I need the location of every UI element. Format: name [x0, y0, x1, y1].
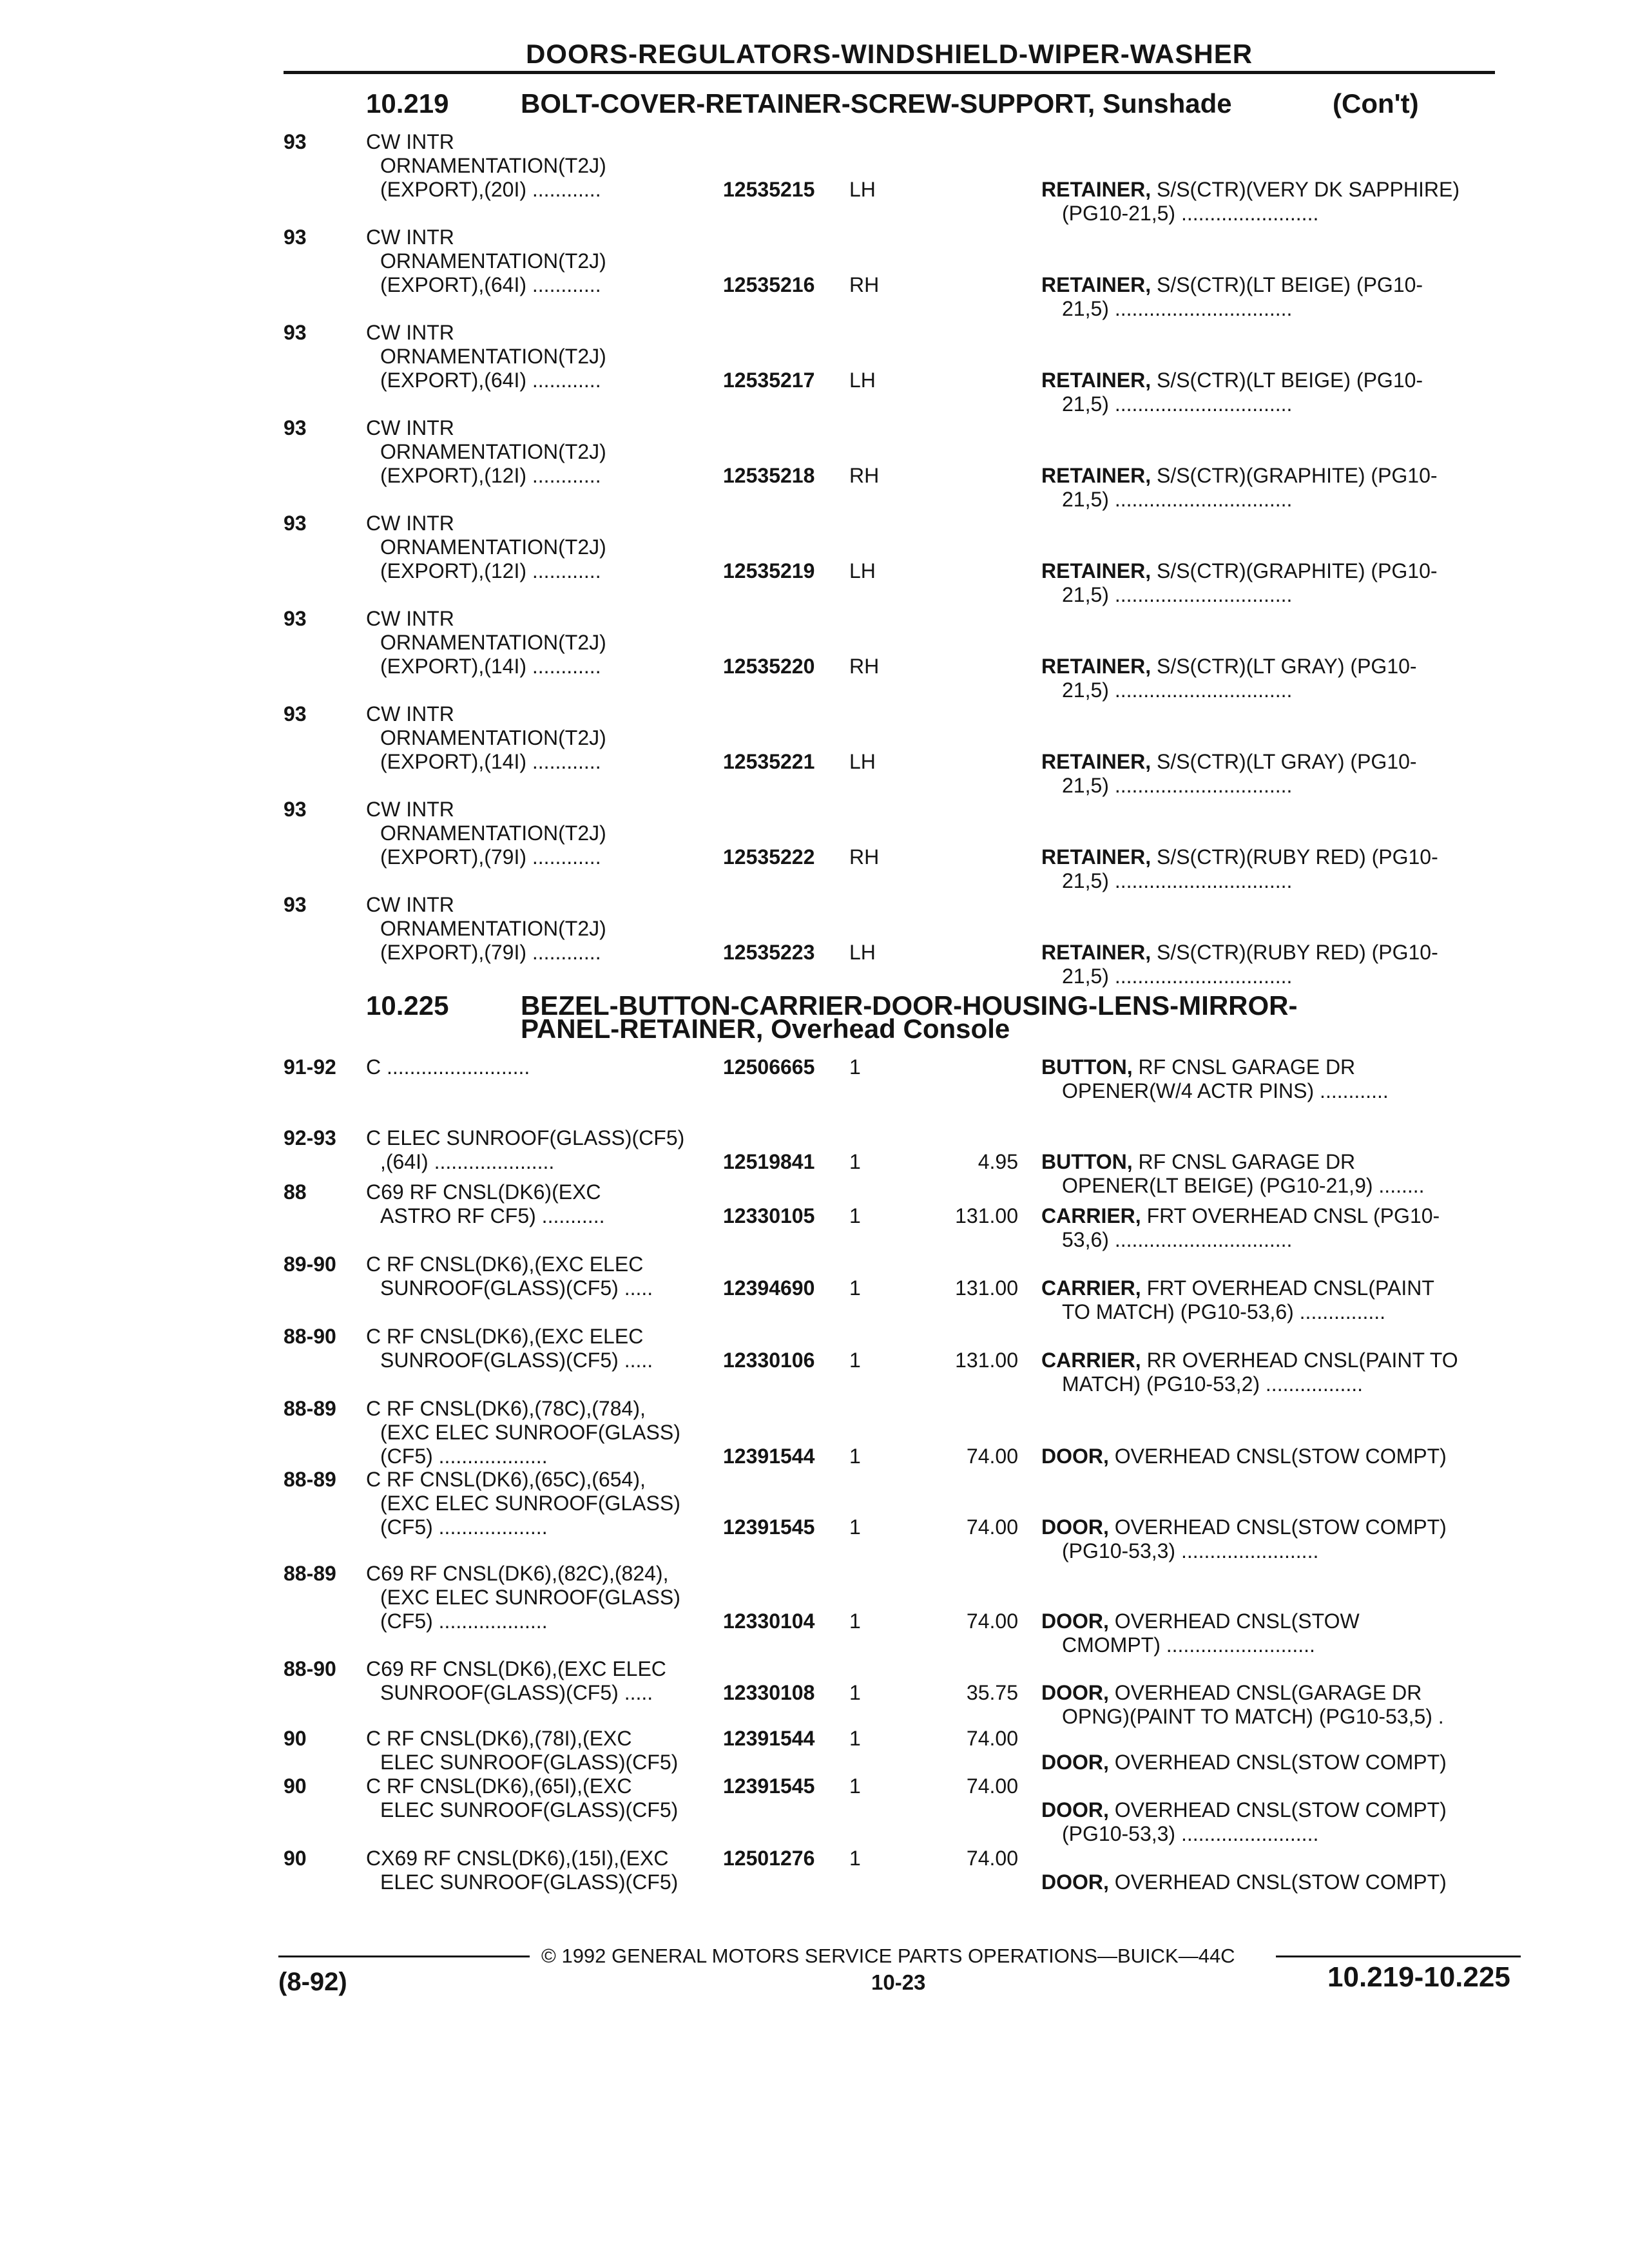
quantity: 1 [849, 1847, 861, 1870]
application-description [366, 1774, 714, 1822]
description-line: ORNAMENTATION(T2J) [380, 822, 606, 845]
description-line: C ELEC SUNROOF(GLASS)(CF5) [366, 1126, 685, 1149]
description-line: (EXPORT),(14I) ............ [380, 655, 601, 678]
part-name-detail: S/S(CTR)(RUBY RED) (PG10- [1156, 941, 1438, 964]
part-number: 12330104 [723, 1610, 815, 1633]
description-line: (EXPORT),(79I) ............ [380, 941, 601, 964]
part-name-line [1041, 464, 1505, 488]
part-name-detail: OVERHEAD CNSL(STOW [1114, 1610, 1360, 1633]
part-number: 12330106 [723, 1349, 815, 1372]
part-name [1041, 1681, 1505, 1729]
quantity: 1 [849, 1276, 861, 1300]
part-name-noun: RETAINER, [1041, 464, 1152, 487]
part-name-line [1041, 273, 1505, 297]
model-year: 93 [284, 321, 307, 344]
part-number: 12535218 [723, 464, 815, 487]
part-name-detail: RF CNSL GARAGE DR [1138, 1150, 1356, 1173]
part-number: 12535220 [723, 655, 815, 678]
quantity: RH [849, 655, 880, 678]
description-line: ORNAMENTATION(T2J) [380, 154, 606, 177]
part-name-detail: S/S(CTR)(VERY DK SAPPHIRE) [1156, 178, 1460, 201]
model-year: 91-92 [284, 1055, 336, 1079]
part-name [1041, 464, 1505, 512]
description-line: C RF CNSL(DK6),(78I),(EXC [366, 1727, 632, 1750]
part-name-line: OPENER(LT BEIGE) (PG10-21,9) ........ [1062, 1174, 1425, 1197]
part-name-noun: RETAINER, [1041, 178, 1152, 201]
price: 74.00 [966, 1515, 1018, 1539]
part-name-line: 21,5) ............................... [1062, 869, 1293, 892]
part-name-line [1041, 750, 1505, 774]
application-description [366, 1180, 714, 1228]
description-line: C RF CNSL(DK6),(EXC ELEC [366, 1325, 644, 1348]
description-line: C69 RF CNSL(DK6),(EXC ELEC [366, 1657, 666, 1680]
model-year: 88-90 [284, 1325, 336, 1348]
application-description [366, 226, 714, 297]
part-name-line: 21,5) ............................... [1062, 297, 1293, 320]
part-number: 12535215 [723, 178, 815, 201]
description-line: C RF CNSL(DK6),(65I),(EXC [366, 1774, 632, 1798]
application-description [366, 1325, 714, 1372]
application-description [366, 1657, 714, 1705]
description-line: (EXPORT),(64I) ............ [380, 369, 601, 392]
footer-date-code: (8-92) [278, 1968, 347, 1996]
description-line: CW INTR [366, 512, 454, 535]
part-number: 12391544 [723, 1727, 815, 1750]
application-description [366, 893, 714, 965]
description-line: C RF CNSL(DK6),(65C),(654), [366, 1468, 646, 1491]
part-name [1041, 273, 1505, 321]
model-year: 93 [284, 130, 307, 153]
footer-copyright: © 1992 GENERAL MOTORS SERVICE PARTS OPERATIONS—BUICK—44C [541, 1945, 1235, 1967]
quantity: 1 [849, 1445, 861, 1468]
quantity: LH [849, 178, 876, 201]
quantity: 1 [849, 1681, 861, 1704]
description-line: ELEC SUNROOF(GLASS)(CF5) [380, 1798, 679, 1821]
part-name-detail: S/S(CTR)(RUBY RED) (PG10- [1156, 845, 1438, 869]
model-year: 93 [284, 798, 307, 821]
model-year: 88-89 [284, 1397, 336, 1420]
description-line: ASTRO RF CF5) ........... [380, 1204, 605, 1227]
part-name [1041, 1610, 1505, 1657]
model-year: 88 [284, 1180, 307, 1204]
part-name-detail: RR OVERHEAD CNSL(PAINT TO [1146, 1349, 1458, 1372]
quantity: 1 [849, 1204, 861, 1227]
part-name-detail: FRT OVERHEAD CNSL(PAINT [1146, 1276, 1434, 1300]
application-description [366, 416, 714, 488]
part-name-noun: CARRIER, [1041, 1276, 1141, 1300]
part-name-detail: OVERHEAD CNSL(STOW COMPT) [1114, 1870, 1447, 1894]
part-number: 12394690 [723, 1276, 815, 1300]
description-line: CW INTR [366, 321, 454, 344]
part-name-noun: DOOR, [1041, 1515, 1109, 1539]
part-number: 12330105 [723, 1204, 815, 1227]
part-name-noun: DOOR, [1041, 1445, 1109, 1468]
part-name-noun: RETAINER, [1041, 369, 1152, 392]
model-year: 90 [284, 1727, 307, 1750]
price: 74.00 [966, 1445, 1018, 1468]
part-name-line [1041, 845, 1505, 869]
description-line: (EXPORT),(79I) ............ [380, 845, 601, 869]
part-name [1041, 845, 1505, 893]
application-description [366, 321, 714, 392]
model-year: 93 [284, 512, 307, 535]
model-year: 92-93 [284, 1126, 336, 1149]
model-year: 93 [284, 607, 307, 630]
model-year: 88-89 [284, 1468, 336, 1491]
application-description [366, 1397, 714, 1468]
description-line: CW INTR [366, 130, 454, 153]
part-name-line [1041, 1276, 1505, 1300]
description-line: CW INTR [366, 416, 454, 439]
section-title: BOLT-COVER-RETAINER-SCREW-SUPPORT, Sunshade [521, 88, 1232, 119]
model-year: 93 [284, 893, 307, 916]
part-number: 12391545 [723, 1774, 815, 1798]
description-line: C RF CNSL(DK6),(EXC ELEC [366, 1253, 644, 1276]
part-name-line [1041, 1610, 1505, 1633]
part-name-line [1041, 1751, 1505, 1774]
price: 74.00 [966, 1774, 1018, 1798]
quantity: 1 [849, 1349, 861, 1372]
part-name-noun: CARRIER, [1041, 1349, 1141, 1372]
part-name-line [1041, 1055, 1505, 1079]
application-description [366, 1468, 714, 1539]
part-name-noun: BUTTON, [1041, 1055, 1133, 1079]
part-name-noun: DOOR, [1041, 1681, 1109, 1704]
part-name-noun: DOOR, [1041, 1798, 1109, 1821]
part-name-noun: RETAINER, [1041, 941, 1152, 964]
part-number: 12535217 [723, 369, 815, 392]
footer-rule-right [1276, 1956, 1521, 1957]
part-name [1041, 1349, 1505, 1396]
model-year: 93 [284, 416, 307, 439]
section-continued: (Con't) [1333, 88, 1419, 119]
part-name-noun: CARRIER, [1041, 1204, 1141, 1227]
part-name-line: 21,5) ............................... [1062, 488, 1293, 511]
part-name-detail: S/S(CTR)(LT BEIGE) (PG10- [1156, 369, 1423, 392]
description-line: (EXC ELEC SUNROOF(GLASS) [380, 1421, 680, 1444]
part-number: 12330108 [723, 1681, 815, 1704]
quantity: LH [849, 941, 876, 964]
description-line: (EXPORT),(12I) ............ [380, 464, 601, 487]
part-name-line: 21,5) ............................... [1062, 583, 1293, 606]
part-number: 12535223 [723, 941, 815, 964]
part-name [1041, 655, 1505, 702]
part-name-noun: DOOR, [1041, 1751, 1109, 1774]
quantity: 1 [849, 1774, 861, 1798]
part-name-line: OPNG)(PAINT TO MATCH) (PG10-53,5) . [1062, 1705, 1444, 1728]
part-name-detail: OVERHEAD CNSL(STOW COMPT) [1114, 1751, 1447, 1774]
description-line: ORNAMENTATION(T2J) [380, 249, 606, 273]
description-line: CW INTR [366, 607, 454, 630]
description-line: ORNAMENTATION(T2J) [380, 535, 606, 559]
part-name-line [1041, 1681, 1505, 1705]
section-title-line-2: PANEL-RETAINER, Overhead Console [521, 1014, 1010, 1044]
description-line: C69 RF CNSL(DK6),(82C),(824), [366, 1562, 669, 1585]
part-name-line [1041, 1349, 1505, 1372]
model-year: 89-90 [284, 1253, 336, 1276]
part-name-line [1041, 1515, 1505, 1539]
model-year: 90 [284, 1774, 307, 1798]
part-name-detail: S/S(CTR)(GRAPHITE) (PG10- [1156, 559, 1438, 582]
part-name-noun: DOOR, [1041, 1870, 1109, 1894]
description-line: ELEC SUNROOF(GLASS)(CF5) [380, 1751, 679, 1774]
description-line: SUNROOF(GLASS)(CF5) ..... [380, 1349, 653, 1372]
quantity: 1 [849, 1727, 861, 1750]
part-name-line: 21,5) ............................... [1062, 965, 1293, 988]
part-name-detail: OVERHEAD CNSL(STOW COMPT) [1114, 1515, 1447, 1539]
price: 131.00 [955, 1276, 1018, 1300]
part-name [1041, 1751, 1505, 1774]
part-name-detail: OVERHEAD CNSL(GARAGE DR [1114, 1681, 1422, 1704]
part-name-detail: OVERHEAD CNSL(STOW COMPT) [1114, 1798, 1447, 1821]
part-name [1041, 1445, 1505, 1468]
part-number: 12506665 [723, 1055, 815, 1079]
part-name [1041, 1515, 1505, 1563]
part-number: 12535222 [723, 845, 815, 869]
part-name [1041, 750, 1505, 798]
quantity: 1 [849, 1515, 861, 1539]
part-number: 12535219 [723, 559, 815, 582]
description-line: (EXC ELEC SUNROOF(GLASS) [380, 1492, 680, 1515]
quantity: 1 [849, 1610, 861, 1633]
footer-rule-left [278, 1956, 530, 1957]
part-name-line: 21,5) ............................... [1062, 774, 1293, 797]
model-year: 88-89 [284, 1562, 336, 1585]
description-line: ELEC SUNROOF(GLASS)(CF5) [380, 1870, 679, 1894]
section-number: 10.219 [366, 88, 449, 119]
price: 131.00 [955, 1349, 1018, 1372]
description-line: (CF5) ................... [380, 1515, 548, 1539]
part-name-line: OPENER(W/4 ACTR PINS) ............ [1062, 1079, 1389, 1102]
part-name-noun: RETAINER, [1041, 559, 1152, 582]
model-year: 93 [284, 226, 307, 249]
description-line: C69 RF CNSL(DK6)(EXC [366, 1180, 601, 1204]
part-name-line [1041, 655, 1505, 678]
part-name-detail: OVERHEAD CNSL(STOW COMPT) [1114, 1445, 1447, 1468]
part-name [1041, 1204, 1505, 1252]
description-line: CW INTR [366, 798, 454, 821]
quantity: RH [849, 464, 880, 487]
price: 74.00 [966, 1610, 1018, 1633]
quantity: LH [849, 559, 876, 582]
description-line: ORNAMENTATION(T2J) [380, 440, 606, 463]
header-rule [284, 71, 1495, 74]
part-name-detail: S/S(CTR)(GRAPHITE) (PG10- [1156, 464, 1438, 487]
part-number: 12391544 [723, 1445, 815, 1468]
description-line: (EXC ELEC SUNROOF(GLASS) [380, 1586, 680, 1609]
part-name [1041, 1150, 1505, 1198]
part-name-detail: S/S(CTR)(LT GRAY) (PG10- [1156, 655, 1417, 678]
part-name-noun: RETAINER, [1041, 273, 1152, 296]
description-line: CW INTR [366, 226, 454, 249]
quantity: 1 [849, 1150, 861, 1173]
application-description [366, 607, 714, 678]
part-name-detail: S/S(CTR)(LT GRAY) (PG10- [1156, 750, 1417, 773]
description-line: (CF5) ................... [380, 1610, 548, 1633]
footer-section-range: 10.219-10.225 [1327, 1961, 1510, 1993]
part-name-line [1041, 1870, 1505, 1894]
description-line: ,(64I) ..................... [380, 1150, 555, 1173]
part-number: 12535216 [723, 273, 815, 296]
description-line: (EXPORT),(12I) ............ [380, 559, 601, 582]
part-name-line: TO MATCH) (PG10-53,6) ............... [1062, 1300, 1386, 1323]
application-description [366, 512, 714, 583]
description-line: (EXPORT),(14I) ............ [380, 750, 601, 773]
part-name-noun: DOOR, [1041, 1610, 1109, 1633]
part-name [1041, 1276, 1505, 1324]
application-description [366, 1126, 714, 1174]
part-name-noun: BUTTON, [1041, 1150, 1133, 1173]
part-number: 12519841 [723, 1150, 815, 1173]
part-name-line [1041, 559, 1505, 583]
part-name-line [1041, 1204, 1505, 1228]
description-line: ORNAMENTATION(T2J) [380, 631, 606, 654]
application-description [366, 1727, 714, 1774]
price: 74.00 [966, 1727, 1018, 1750]
model-year: 88-90 [284, 1657, 336, 1680]
application-description [366, 798, 714, 869]
description-line: CX69 RF CNSL(DK6),(15I),(EXC [366, 1847, 669, 1870]
price: 35.75 [966, 1681, 1018, 1704]
part-name-line [1041, 1798, 1505, 1822]
part-name-line: CMOMPT) .......................... [1062, 1633, 1315, 1657]
application-description [366, 702, 714, 774]
part-name-line: (PG10-53,3) ........................ [1062, 1539, 1319, 1562]
description-line: ORNAMENTATION(T2J) [380, 345, 606, 368]
part-name-noun: RETAINER, [1041, 750, 1152, 773]
part-name [1041, 1798, 1505, 1846]
application-description [366, 1055, 714, 1079]
footer-page-number: 10-23 [871, 1970, 926, 1994]
part-name [1041, 1055, 1505, 1103]
model-year: 93 [284, 702, 307, 726]
part-number: 12501276 [723, 1847, 815, 1870]
description-line: C RF CNSL(DK6),(78C),(784), [366, 1397, 646, 1420]
part-name-line: MATCH) (PG10-53,2) ................. [1062, 1372, 1364, 1396]
part-name-line [1041, 1150, 1505, 1174]
application-description [366, 1847, 714, 1894]
description-line: ORNAMENTATION(T2J) [380, 726, 606, 749]
section-number: 10.225 [366, 990, 449, 1021]
quantity: LH [849, 369, 876, 392]
application-description [366, 1562, 714, 1633]
page-header-title: DOORS-REGULATORS-WINDSHIELD-WIPER-WASHER [525, 39, 1253, 69]
quantity: RH [849, 273, 880, 296]
part-name-line: 53,6) ............................... [1062, 1228, 1293, 1251]
part-name-line: 21,5) ............................... [1062, 678, 1293, 702]
description-line: (EXPORT),(20I) ............ [380, 178, 601, 201]
part-name [1041, 559, 1505, 607]
part-name [1041, 1870, 1505, 1894]
price: 4.95 [978, 1150, 1018, 1173]
section-title-line-1: BEZEL-BUTTON-CARRIER-DOOR-HOUSING-LENS-MIRROR- [521, 990, 1298, 1021]
description-line: ORNAMENTATION(T2J) [380, 917, 606, 940]
quantity: LH [849, 750, 876, 773]
part-name-detail: FRT OVERHEAD CNSL (PG10- [1146, 1204, 1440, 1227]
part-name [1041, 369, 1505, 416]
part-name [1041, 941, 1505, 988]
part-name-line [1041, 178, 1505, 202]
description-line: C ......................... [366, 1055, 530, 1079]
part-name-line: 21,5) ............................... [1062, 392, 1293, 416]
description-line: (CF5) ................... [380, 1445, 548, 1468]
quantity: 1 [849, 1055, 861, 1079]
part-name-line: (PG10-53,3) ........................ [1062, 1822, 1319, 1845]
description-line: CW INTR [366, 702, 454, 726]
application-description [366, 1253, 714, 1300]
part-name-line: (PG10-21,5) ........................ [1062, 202, 1319, 225]
description-line: SUNROOF(GLASS)(CF5) ..... [380, 1681, 653, 1704]
part-name [1041, 178, 1505, 226]
quantity: RH [849, 845, 880, 869]
part-name-noun: RETAINER, [1041, 655, 1152, 678]
price: 74.00 [966, 1847, 1018, 1870]
part-name-line [1041, 1445, 1505, 1468]
part-number: 12391545 [723, 1515, 815, 1539]
description-line: CW INTR [366, 893, 454, 916]
application-description [366, 130, 714, 202]
price: 131.00 [955, 1204, 1018, 1227]
description-line: (EXPORT),(64I) ............ [380, 273, 601, 296]
part-number: 12535221 [723, 750, 815, 773]
part-name-detail: RF CNSL GARAGE DR [1138, 1055, 1356, 1079]
part-name-line [1041, 941, 1505, 965]
part-name-noun: RETAINER, [1041, 845, 1152, 869]
part-name-detail: S/S(CTR)(LT BEIGE) (PG10- [1156, 273, 1423, 296]
model-year: 90 [284, 1847, 307, 1870]
description-line: SUNROOF(GLASS)(CF5) ..... [380, 1276, 653, 1300]
part-name-line [1041, 369, 1505, 392]
